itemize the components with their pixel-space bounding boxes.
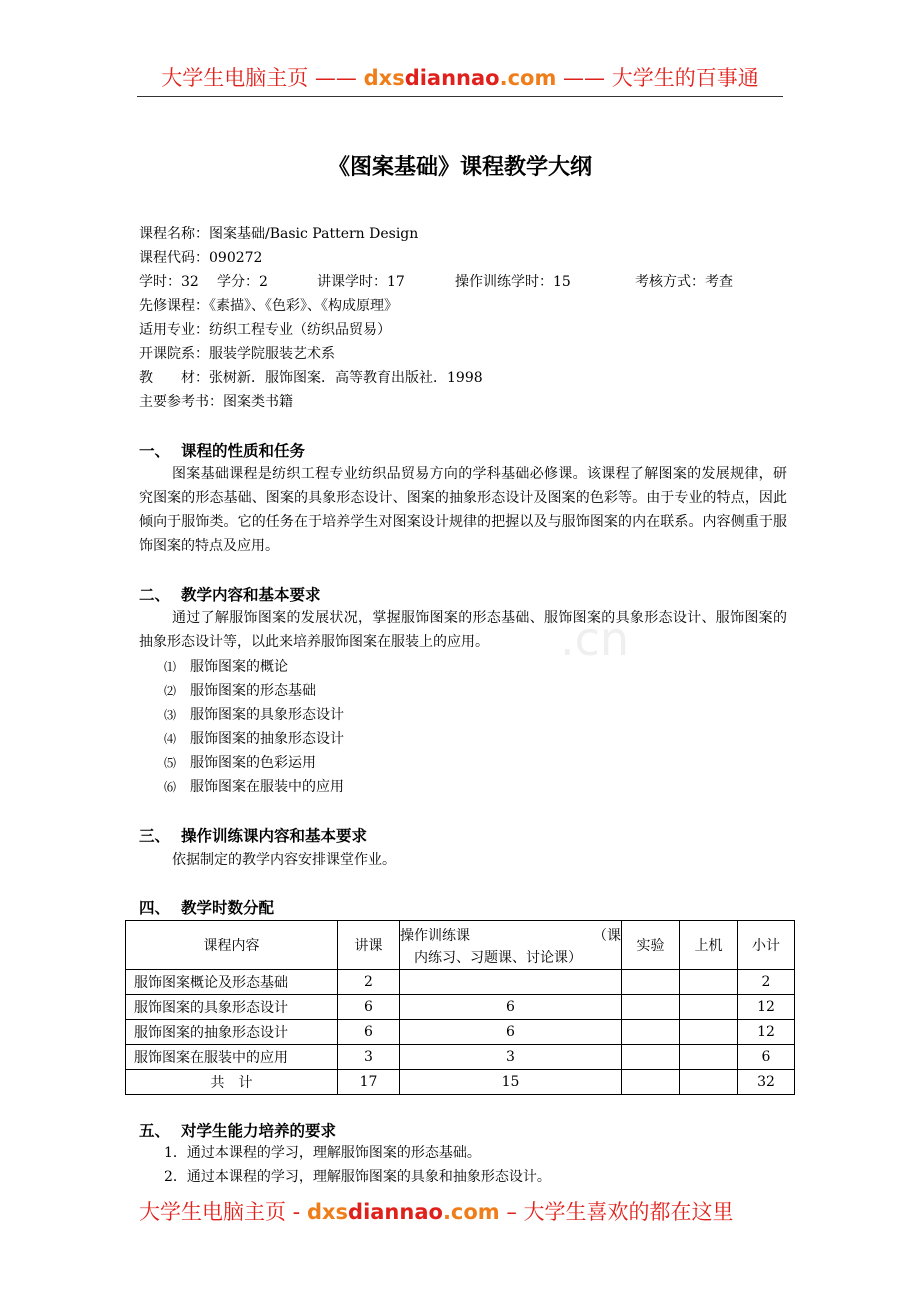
header-course-content: 课程内容 [126,921,338,970]
cell-lab [622,970,680,995]
header-suffix: —— 大学生的百事通 [563,66,759,90]
watermark: .cn [560,612,630,666]
cell-content: 服饰图案的具象形态设计 [126,995,338,1020]
section-5-number: 五、 [139,1122,171,1140]
footer-suffix: – 大学生喜欢的都在这里 [506,1200,734,1224]
list-item: 1．通过本课程的学习，理解服饰图案的形态基础。 [164,1145,481,1161]
header-site-part-c: .com [499,66,557,90]
table-row [126,1020,795,1045]
footer-site-link[interactable] [307,1200,500,1224]
cell-practice: 6 [400,1020,622,1045]
cell-lecture: 3 [338,1045,400,1070]
footer-site-part-c: .com [442,1200,500,1224]
cell-practice: 3 [400,1045,622,1070]
cell-subtotal: 12 [738,1020,795,1045]
cell-lecture: 6 [338,995,400,1020]
cell-lecture: 17 [338,1070,400,1095]
header-lab: 实验 [622,921,680,970]
table-header-row [126,921,795,970]
list-item [164,681,316,701]
cell-lab [622,1020,680,1045]
header-practice-line2: 内练习、习题课、讨论课） [414,950,582,966]
footer-banner [139,1196,734,1226]
cell-subtotal: 2 [738,970,795,995]
cell-lab [622,995,680,1020]
list-item-index: ⑷ [164,732,177,746]
cell-content: 共 计 [126,1070,338,1095]
footer-site-part-b: diannao [348,1200,443,1224]
list-item-index: ⑴ [164,660,177,674]
cell-computer [680,1020,738,1045]
header-practice [400,921,622,970]
list-item-index: ⑸ [164,756,177,770]
header-practice-paren: （课 [593,928,621,944]
cell-practice: 15 [400,1070,622,1095]
credits: 学分：2 [217,274,268,290]
lecture-hours: 讲课学时：17 [317,274,405,290]
cell-practice [400,970,622,995]
table-row [126,995,795,1020]
list-item [164,705,344,725]
table-row [126,970,795,995]
section-4-number: 四、 [139,899,171,917]
list-item-text: 服饰图案在服装中的应用 [190,779,344,795]
section-1-paragraph: 图案基础课程是纺织工程专业纺织品贸易方向的学科基础必修课。该课程了解图案的发展规律，研究图案的形态基础、图案的具象形态设计、图案的抽象形态设计及图案的色彩等。由于专业的特点，因此倾向于服饰类。它的任务在于培养学生对图案设计规律的把握以及与服饰图案的内在联系。内容侧重于服饰图案的特点及应用。 [139,466,787,554]
list-item-text: 服饰图案的抽象形态设计 [190,731,344,747]
cell-subtotal: 6 [738,1045,795,1070]
cell-subtotal: 12 [738,995,795,1020]
table-row [126,1045,795,1070]
prerequisites: 先修课程：《素描》、《色彩》、《构成原理》 [139,298,398,314]
cell-computer [680,995,738,1020]
header-site-part-a: dxs [363,66,405,90]
list-item-index: ⑵ [164,684,177,698]
list-item-index: ⑶ [164,708,177,722]
cell-computer [680,970,738,995]
list-item [164,657,288,677]
cell-subtotal: 32 [738,1070,795,1095]
footer-site-part-a: dxs [306,1200,349,1224]
applicable-major: 适用专业：纺织工程专业（纺织品贸易） [139,322,391,338]
cell-content: 服饰图案的抽象形态设计 [126,1020,338,1045]
header-computer: 上机 [680,921,738,970]
document-title: 《图案基础》课程教学大纲 [327,155,592,180]
textbook: 教 材：张树新．服饰图案．高等教育出版社．1998 [139,370,483,386]
section-1-title: 课程的性质和任务 [181,442,306,460]
section-2-paragraph: 通过了解服饰图案的发展状况，掌握服饰图案的形态基础、服饰图案的具象形态设计、服饰图案的抽象形态设计等，以此来培养服饰图案在服装上的应用。 [139,610,787,650]
practice-hours: 操作训练学时：15 [455,274,571,290]
list-item-index: ⑹ [164,780,177,794]
section-3-title: 操作训练课内容和基本要求 [181,827,368,845]
section-2-number: 二、 [139,586,171,604]
cell-lecture: 6 [338,1020,400,1045]
section-2-heading [139,584,321,606]
section-4-heading [139,897,274,919]
list-item [164,753,316,773]
header-banner [0,62,920,92]
cell-computer [680,1045,738,1070]
section-3-heading [139,825,367,847]
cell-lab [622,1070,680,1095]
header-site-link[interactable] [364,66,557,90]
department: 开课院系：服装学院服装艺术系 [139,346,335,362]
header-divider [137,96,783,97]
list-item [164,729,344,749]
list-item-text: 服饰图案的概论 [190,659,288,675]
header-site-part-b: diannao [404,66,500,90]
list-item-text: 服饰图案的具象形态设计 [190,707,344,723]
references: 主要参考书：图案类书籍 [139,394,293,410]
cell-lecture: 2 [338,970,400,995]
total-hours: 学时：32 [139,274,199,290]
cell-practice: 6 [400,995,622,1020]
table-total-row [126,1070,795,1095]
section-2-title: 教学内容和基本要求 [181,586,321,604]
section-4-title: 教学时数分配 [181,899,275,917]
section-1-heading [139,440,305,462]
header-practice-line1: 操作训练课 [400,928,470,944]
header-lecture: 讲课 [338,921,400,970]
cell-content: 服饰图案概论及形态基础 [126,970,338,995]
list-item [164,777,344,797]
header-subtotal: 小计 [738,921,795,970]
course-name: 课程名称：图案基础/Basic Pattern Design [139,226,419,242]
section-5-title: 对学生能力培养的要求 [181,1122,337,1140]
cell-computer [680,1070,738,1095]
section-1-number: 一、 [139,442,171,460]
list-item-text: 服饰图案的形态基础 [190,683,316,699]
cell-content: 服饰图案在服装中的应用 [126,1045,338,1070]
section-3-number: 三、 [139,827,171,845]
header-prefix: 大学生电脑主页 —— [161,66,357,90]
course-code: 课程代码：090272 [139,250,263,266]
footer-prefix: 大学生电脑主页 - [139,1200,301,1224]
list-item-text: 服饰图案的色彩运用 [190,755,316,771]
section-3-paragraph: 依据制定的教学内容安排课堂作业。 [172,852,396,868]
teaching-hours-table [125,920,795,1095]
course-hours-row [139,272,733,292]
list-item: 2．通过本课程的学习，理解服饰图案的具象和抽象形态设计。 [164,1169,551,1185]
cell-lab [622,1045,680,1070]
assessment-method: 考核方式：考查 [635,274,733,290]
section-5-heading [139,1120,336,1142]
